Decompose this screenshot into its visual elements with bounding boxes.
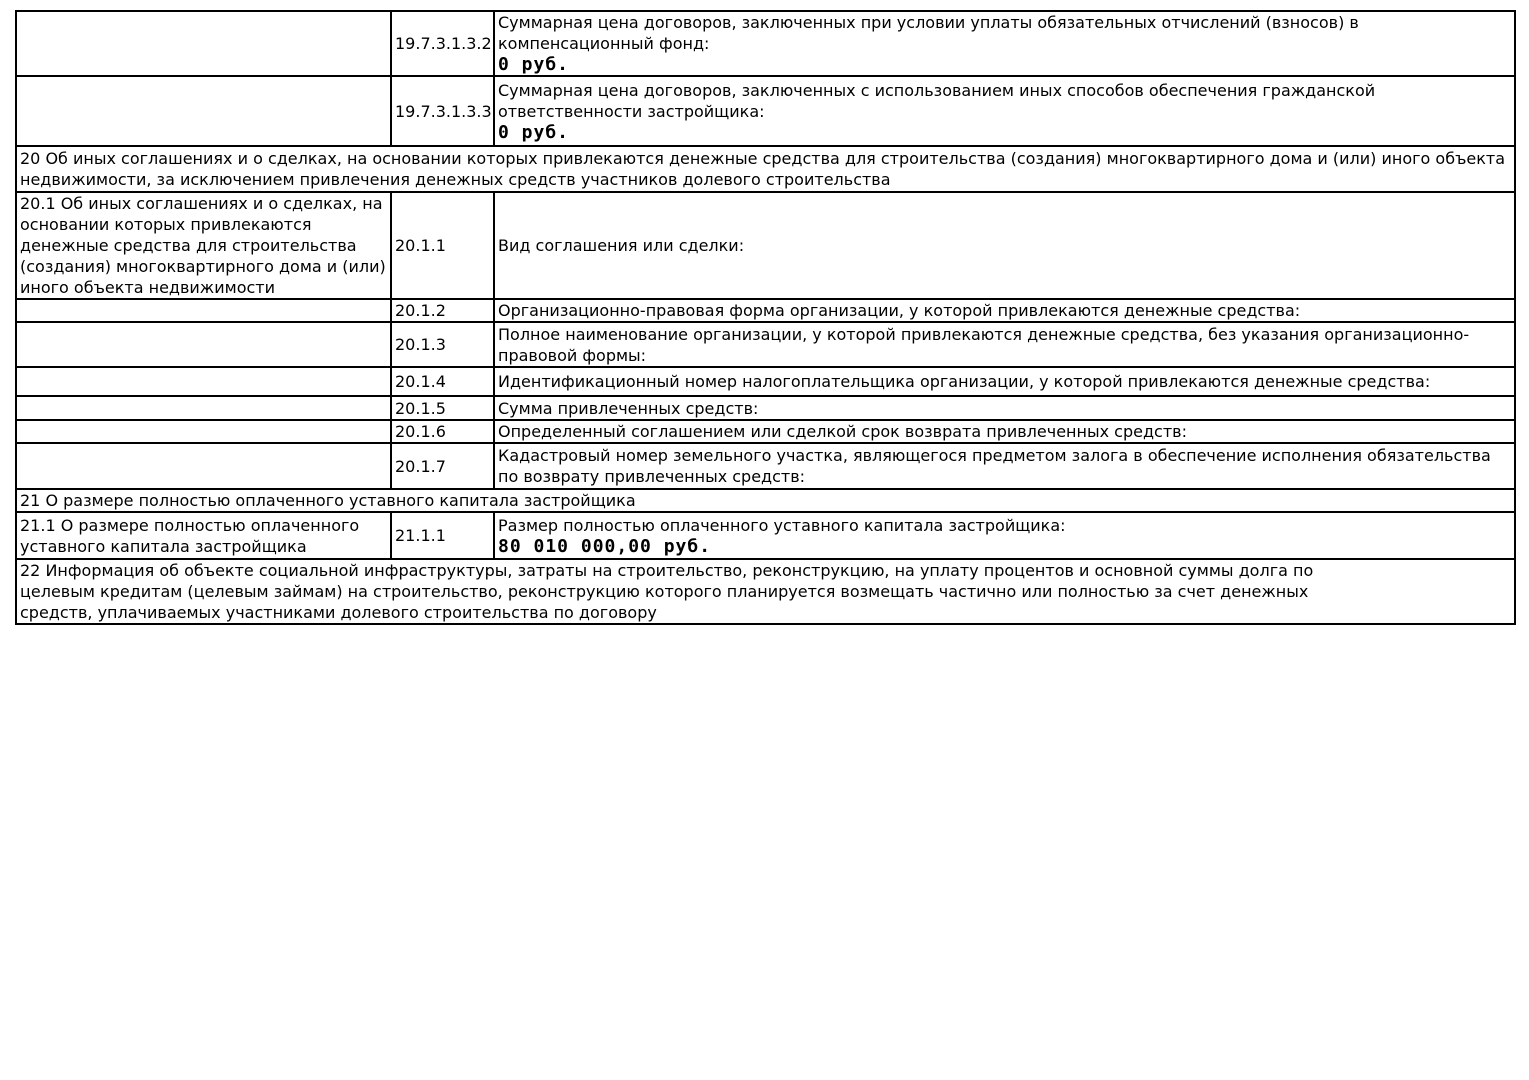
row-topic-cell xyxy=(16,76,391,146)
row-description-text: Суммарная цена договоров, заключенных с использованием иных способов обеспечения гражданской ответственности застройщика: xyxy=(498,80,1376,121)
row-topic-cell xyxy=(16,396,391,420)
section-header-row xyxy=(16,559,1515,624)
row-topic-cell xyxy=(16,322,391,367)
row-description-text: Организационно-правовая форма организации, у которой привлекаются денежные средства: xyxy=(498,301,1301,320)
table-row xyxy=(16,11,1515,76)
row-topic-text: 20.1 Об иных соглашениях и о сделках, на основании которых привлекаются денежные средства для строительства (создания) многоквартирного дома и (или) иного объекта недвижимости xyxy=(20,194,386,297)
section-header-cell xyxy=(16,489,1515,512)
row-number-cell: 19.7.3.1.3.3 xyxy=(391,76,494,146)
row-number-cell: 20.1.3 xyxy=(391,322,494,367)
row-number-cell: 20.1.1 xyxy=(391,192,494,299)
row-topic-cell xyxy=(16,367,391,396)
row-description-text: Сумма привлеченных средств: xyxy=(498,398,759,418)
row-description-text: Размер полностью оплаченного уставного капитала застройщика: xyxy=(498,515,1066,535)
section-header-text: 22 Информация об объекте социальной инфраструктуры, затраты на строительство, реконструкцию, на уплату процентов и основной суммы долга по целевым кредитам (целевым займам) на строительство, реконструкцию которого планируется возмещать частично или полностью за счет денежных средств, уплачиваемых участниками долевого строительства по договору xyxy=(20,561,1314,622)
row-number-cell: 20.1.6 xyxy=(391,420,494,443)
row-description-cell xyxy=(494,322,1515,367)
table-row xyxy=(16,299,1515,322)
row-number-cell: 20.1.7 xyxy=(391,443,494,489)
table-row xyxy=(16,76,1515,146)
row-topic-cell xyxy=(16,192,391,299)
section-header-row xyxy=(16,146,1515,192)
row-value-text: 0 руб. xyxy=(498,121,570,143)
row-description-cell xyxy=(494,396,1515,420)
section-header-text: 20 Об иных соглашениях и о сделках, на основании которых привлекаются денежные средства для строительства (создания) многоквартирного дома и (или) иного объекта недвижимости, за исключением привлечения денежных средств участников долевого строительства xyxy=(20,149,1506,189)
table-row xyxy=(16,192,1515,299)
row-description-text: Кадастровый номер земельного участка, являющегося предметом залога в обеспечение исполнения обязательства по возврату привлеченных средств: xyxy=(498,446,1491,486)
row-description-cell xyxy=(494,192,1515,299)
table-row xyxy=(16,367,1515,396)
row-number-cell: 21.1.1 xyxy=(391,512,494,559)
row-topic-cell xyxy=(16,299,391,322)
table-row xyxy=(16,420,1515,443)
row-description-text: Полное наименование организации, у которой привлекаются денежные средства, без указания организационно-правовой формы: xyxy=(498,324,1470,365)
row-number-cell: 20.1.5 xyxy=(391,396,494,420)
row-value-text: 0 руб. xyxy=(498,54,570,75)
section-header-row xyxy=(16,489,1515,512)
section-header-cell xyxy=(16,146,1515,192)
row-value-text: 80 010 000,00 руб. xyxy=(498,535,712,557)
row-description-cell xyxy=(494,443,1515,489)
row-topic-cell xyxy=(16,420,391,443)
table-row xyxy=(16,512,1515,559)
row-topic-cell xyxy=(16,11,391,76)
row-description-cell xyxy=(494,11,1515,76)
declaration-table xyxy=(15,10,1516,625)
row-topic-cell xyxy=(16,443,391,489)
row-topic-text: 21.1 О размере полностью оплаченного уставного капитала застройщика xyxy=(20,515,360,556)
row-number-cell: 20.1.2 xyxy=(391,299,494,322)
row-description-cell xyxy=(494,420,1515,443)
table-row xyxy=(16,322,1515,367)
section-header-cell xyxy=(16,559,1515,624)
row-description-cell xyxy=(494,367,1515,396)
row-description-cell xyxy=(494,299,1515,322)
row-number-cell: 19.7.3.1.3.2 xyxy=(391,11,494,76)
section-header-text: 21 О размере полностью оплаченного уставного капитала застройщика xyxy=(20,491,636,510)
row-number-cell: 20.1.4 xyxy=(391,367,494,396)
row-description-cell xyxy=(494,76,1515,146)
row-description-text: Идентификационный номер налогоплательщика организации, у которой привлекаются денежные средства: xyxy=(498,372,1431,391)
row-description-cell xyxy=(494,512,1515,559)
table-row xyxy=(16,443,1515,489)
row-description-text: Вид соглашения или сделки: xyxy=(498,236,745,255)
row-description-text: Суммарная цена договоров, заключенных при условии уплаты обязательных отчислений (взносов) в компенсационный фонд: xyxy=(498,13,1359,53)
row-description-text: Определенный соглашением или сделкой срок возврата привлеченных средств: xyxy=(498,422,1187,441)
document-sheet xyxy=(15,10,1516,625)
table-row xyxy=(16,396,1515,420)
row-topic-cell xyxy=(16,512,391,559)
